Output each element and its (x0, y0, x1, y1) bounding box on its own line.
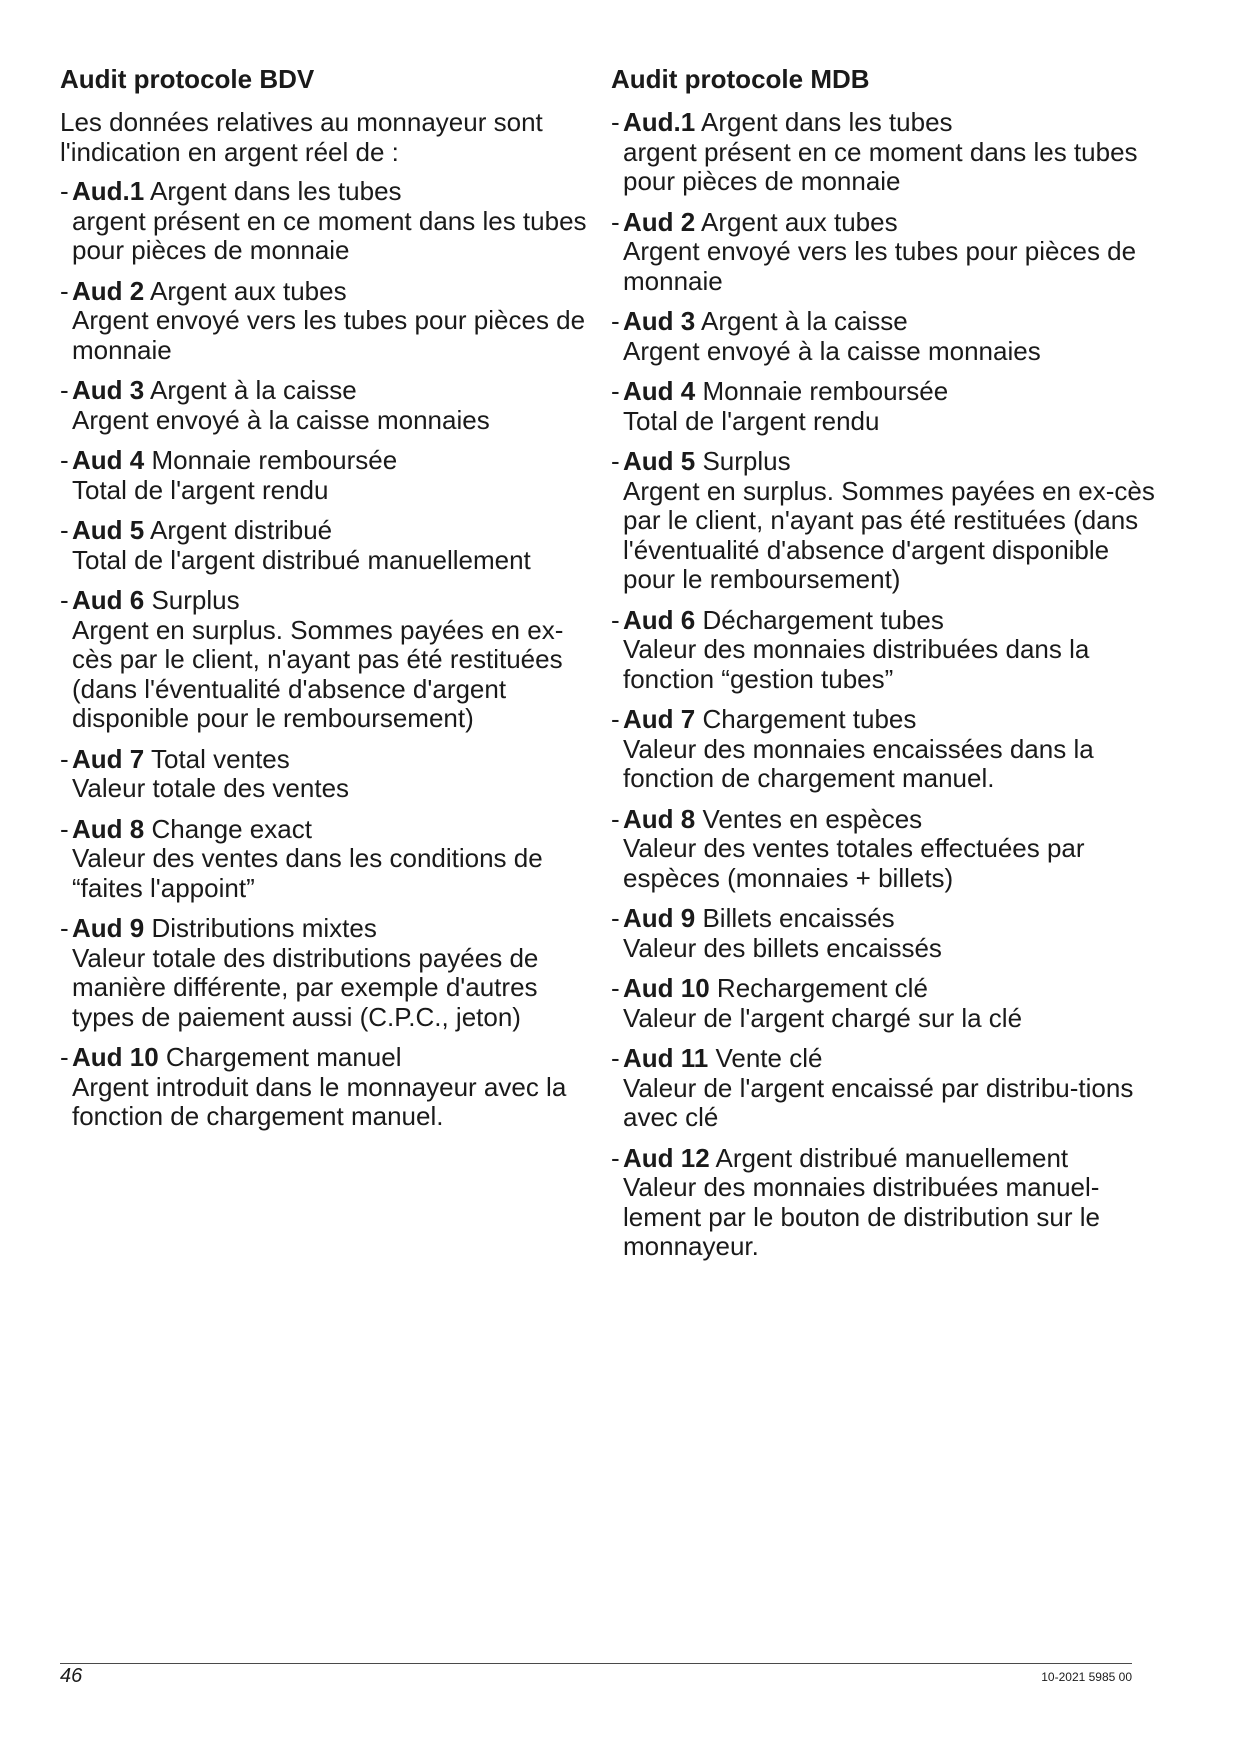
list-item (60, 745, 590, 804)
audit-code: Aud 3 (72, 375, 145, 405)
intro-paragraph: Les données relatives au monnayeur sont l'indication en argent réel de : (60, 107, 543, 167)
audit-code: Aud 5 (623, 446, 696, 476)
list-item (60, 446, 590, 505)
audit-description: Valeur des monnaies distribuées manuel-lement par le bouton de distribution sur le monnayeur. (623, 1172, 1100, 1261)
audit-code: Aud 9 (72, 913, 145, 943)
entry-header (623, 447, 1156, 477)
entry-header (623, 705, 1156, 735)
audit-description: Argent envoyé vers les tubes pour pièces de monnaie (623, 236, 1137, 296)
audit-title: Monnaie remboursée (702, 376, 949, 406)
list-dash: - (60, 813, 69, 844)
list-item (611, 108, 1156, 197)
list-dash: - (611, 1043, 620, 1073)
list-item (60, 914, 590, 1032)
list-item (611, 1144, 1156, 1262)
entry-header (72, 516, 590, 546)
audit-title: Surplus (702, 446, 791, 476)
audit-description: Valeur de l'argent encaissé par distribu-tions avec clé (623, 1072, 1134, 1132)
audit-title: Monnaie remboursée (151, 445, 398, 475)
list-dash: - (611, 604, 620, 635)
page-number: 46 (60, 1665, 83, 1687)
audit-title: Rechargement clé (716, 973, 928, 1003)
audit-description: Valeur des ventes dans les conditions de “faites l'appoint” (72, 843, 543, 903)
audit-code: Aud 6 (72, 585, 145, 615)
list-item (611, 307, 1156, 366)
audit-description: Valeur des monnaies distribuées dans la fonction “gestion tubes” (623, 634, 1090, 694)
audit-title: Surplus (151, 585, 240, 615)
audit-description: Argent introduit dans le monnayeur avec la fonction de chargement manuel. (72, 1071, 567, 1131)
audit-description: Valeur totale des distributions payées de manière différente, par exemple d'autres types de paiement aussi (C.P.C., jeton) (72, 942, 539, 1032)
audit-title: Argent dans les tubes (150, 176, 402, 206)
audit-description: Valeur des monnaies encaissées dans la fonction de chargement manuel. (623, 733, 1094, 793)
audit-code: Aud 12 (623, 1142, 710, 1173)
audit-title: Argent à la caisse (150, 375, 357, 405)
audit-title: Chargement tubes (702, 704, 917, 734)
list-dash: - (611, 446, 620, 476)
entry-header (623, 377, 1156, 407)
entry-header (623, 606, 1156, 636)
audit-title: Change exact (151, 813, 312, 844)
list-item (611, 705, 1156, 794)
list-item (611, 208, 1156, 297)
audit-code: Aud 11 (623, 1043, 709, 1073)
list-dash: - (611, 803, 620, 834)
list-item (60, 516, 590, 575)
list-item (60, 277, 590, 366)
entry-header (623, 208, 1156, 238)
audit-code: Aud 7 (623, 704, 696, 734)
audit-description: argent présent en ce moment dans les tubes pour pièces de monnaie (72, 205, 587, 265)
audit-code: Aud 9 (623, 903, 696, 933)
audit-title: Distributions mixtes (151, 913, 377, 943)
audit-description: Valeur totale des ventes (72, 773, 350, 803)
list-item (611, 377, 1156, 436)
list-dash: - (611, 973, 620, 1003)
audit-list-mdb (611, 108, 1156, 1262)
list-dash: - (611, 903, 620, 933)
audit-code: Aud 8 (623, 803, 696, 834)
audit-description: Total de l'argent rendu (623, 405, 880, 436)
column-bdv (60, 64, 590, 1143)
audit-code: Aud 5 (72, 515, 145, 545)
list-dash: - (611, 704, 620, 734)
entry-header (623, 974, 1156, 1004)
entry-header (623, 1144, 1156, 1174)
list-dash: - (60, 1042, 69, 1072)
list-item (611, 974, 1156, 1033)
list-dash: - (611, 1142, 620, 1173)
audit-code: Aud 3 (623, 306, 696, 336)
audit-title: Chargement manuel (165, 1042, 402, 1072)
list-dash: - (60, 743, 69, 774)
audit-title: Argent distribué manuellement (715, 1142, 1069, 1173)
entry-header (72, 177, 590, 207)
audit-code: Aud 8 (72, 813, 145, 844)
list-item (611, 805, 1156, 894)
list-item (611, 904, 1156, 963)
list-item (60, 815, 590, 904)
audit-title: Argent aux tubes (150, 275, 347, 306)
entry-header (72, 815, 590, 845)
entry-header (72, 446, 590, 476)
column-mdb (611, 64, 1156, 1273)
audit-description: Argent envoyé vers les tubes pour pièces de monnaie (72, 305, 586, 365)
audit-code: Aud 4 (623, 376, 696, 406)
list-dash: - (60, 375, 69, 405)
entry-header (72, 376, 590, 406)
footer-divider (60, 1663, 1132, 1664)
audit-code: Aud 7 (72, 743, 145, 774)
list-dash: - (60, 515, 69, 545)
list-dash: - (60, 275, 69, 306)
audit-title: Argent distribué (150, 515, 333, 545)
audit-code: Aud.1 (72, 176, 145, 206)
section-heading-bdv: Audit protocole BDV (60, 64, 315, 94)
audit-description: Valeur de l'argent chargé sur la clé (623, 1002, 1023, 1033)
list-dash: - (611, 107, 620, 137)
audit-code: Aud 6 (623, 604, 696, 635)
audit-title: Argent aux tubes (701, 206, 898, 237)
audit-code: Aud 10 (623, 973, 710, 1003)
audit-title: Vente clé (715, 1043, 823, 1073)
list-dash: - (60, 913, 69, 943)
audit-code: Aud 2 (623, 206, 696, 237)
audit-list-bdv (60, 177, 590, 1132)
entry-header (72, 914, 590, 944)
list-item (60, 376, 590, 435)
list-item (611, 447, 1156, 595)
audit-title: Ventes en espèces (702, 803, 923, 834)
entry-header (72, 586, 590, 616)
audit-code: Aud 4 (72, 445, 145, 475)
section-heading-mdb: Audit protocole MDB (611, 64, 870, 94)
list-dash: - (60, 445, 69, 475)
audit-title: Total ventes (151, 743, 290, 774)
entry-header (72, 1043, 590, 1073)
list-dash: - (611, 206, 620, 237)
audit-description: Total de l'argent distribué manuellement (72, 544, 531, 575)
entry-header (623, 805, 1156, 835)
list-dash: - (611, 306, 620, 336)
list-item (611, 1044, 1156, 1133)
audit-description: Argent envoyé à la caisse monnaies (72, 404, 490, 435)
audit-description: Argent en surplus. Sommes payées en ex-cès par le client, n'ayant pas été restituées (dans l'éventualité d'absence d'argent disponible pour le remboursement) (72, 614, 564, 733)
list-item (60, 1043, 590, 1132)
list-dash: - (60, 176, 69, 206)
list-dash: - (60, 585, 69, 615)
list-item (60, 586, 590, 734)
audit-title: Argent à la caisse (701, 306, 908, 336)
entry-header (72, 277, 590, 307)
audit-description: Valeur des billets encaissés (623, 932, 942, 963)
audit-description: Argent envoyé à la caisse monnaies (623, 335, 1041, 366)
audit-code: Aud 10 (72, 1042, 159, 1072)
audit-description: Valeur des ventes totales effectuées par espèces (monnaies + billets) (623, 833, 1085, 893)
audit-description: argent présent en ce moment dans les tubes pour pièces de monnaie (623, 136, 1138, 196)
list-item (60, 177, 590, 266)
entry-header (623, 108, 1156, 138)
audit-code: Aud.1 (623, 107, 696, 137)
entry-header (623, 904, 1156, 934)
audit-code: Aud 2 (72, 275, 145, 306)
entry-header (623, 1044, 1156, 1074)
list-item (611, 606, 1156, 695)
entry-header (623, 307, 1156, 337)
list-dash: - (611, 376, 620, 406)
document-reference: 10-2021 5985 00 (1041, 1670, 1132, 1684)
audit-title: Argent dans les tubes (701, 107, 953, 137)
audit-title: Déchargement tubes (702, 604, 944, 635)
audit-description: Argent en surplus. Sommes payées en ex-cès par le client, n'ayant pas été restituées (dans l'éventualité d'absence d'argent disponible pour le remboursement) (623, 475, 1155, 594)
audit-description: Total de l'argent rendu (72, 474, 329, 505)
audit-title: Billets encaissés (702, 903, 895, 933)
entry-header (72, 745, 590, 775)
